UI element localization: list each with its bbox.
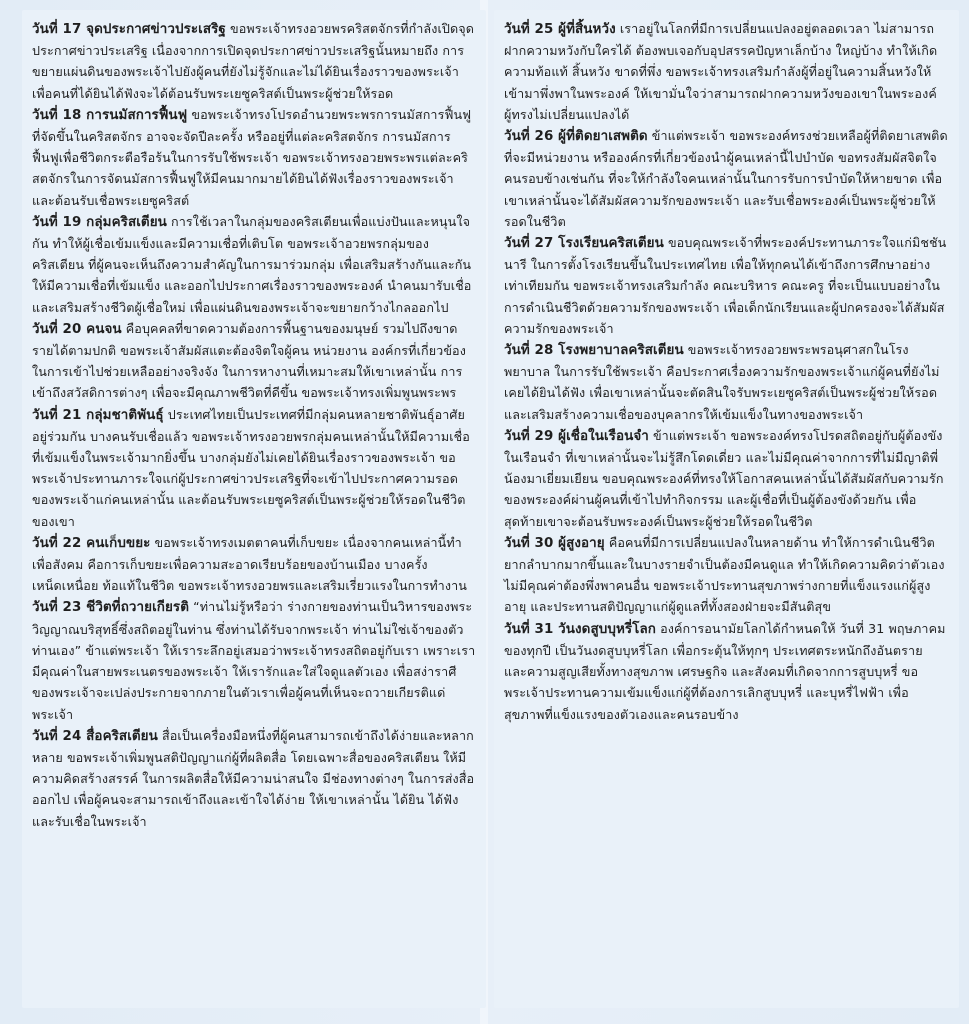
entry-day-22 [32,532,476,597]
entry-text: ข้าแต่พระเจ้า ขอพระองค์ทรงช่วยเหลือผู้ที่ติดยาเสพติด ที่จะมีหน่วยงาน หรือองค์กรที่เกี่ยวข้องนำผู้คนเหล่านี้ไปบำบัด ขอทรงสัมผัสจิตใจคนรอบข้างเช่นกัน ที่จะให้กำลังใจคนเหล่านั้นในการรับการบำบัดให้หายขาด เพื่อเขาเหล่านั้นจะได้สัมผัสความรักของพระเจ้า และรับเชื่อพระองค์เป็นพระผู้ช่วยให้รอดในชีวิต [504,128,948,229]
entry-heading: วันที่ 21 กลุ่มชาติพันธุ์ [32,407,164,423]
entry-text: ข้าแต่พระเจ้า ขอพระองค์ทรงโปรดสถิตอยู่กับผู้ต้องขังในเรือนจำ ที่เขาเหล่านั้นจะไม่รู้สึกโดดเดี่ยว และไม่มีคุณค่าจากการที่ไม่มีญาติพี่น้องมาเยี่ยมเยียน ขอบคุณพระองค์ที่ทรงให้โอกาสคนเหล่านั้นได้สัมผัสกับความรักของพระองค์ผ่านผู้คนที่เข้าไปทำกิจกรรม และผู้เชื่อที่เป็นผู้ต้องขังด้วยกัน เพื่อสุดท้ายเขาจะต้อนรับพระองค์เป็นพระผู้ช่วยให้รอดในชีวิต [504,427,944,529]
entry-heading: วันที่ 22 คนเก็บขยะ [32,535,151,551]
entry-text: ขอพระเจ้าทรงโปรดอำนวยพระพรการนมัสการฟื้นฟูที่จัดขึ้นในคริสตจักร อาจจะจัดปีละครั้ง หรืออยู่ที่แต่ละคริสตจักร การนมัสการฟื้นฟูเพื่อชีวิตกระตือรือร้นในการรับใช้พระเจ้า ขอพระเจ้าทรงอวยพระพรแต่ละคริสตจักรในการจัดนมัสการฟื้นฟูให้มีคนมากมายได้ยินได้ฟังเรื่องราวของพระเจ้าและต้อนรับเชื่อพระเยซูคริสต์ [32,106,472,208]
entry-text: ขอพระเจ้าทรงอวยพรคริสตจักรที่กำลังเปิดจุดประกาศข่าวประเสริฐ เนื่องจากการเปิดจุดประกาศข่าวประเสริฐนั้นหมายถึง การขยายแผ่นดินของพระเจ้าไปยังผู้คนที่ยังไม่รู้จักและไม่ได้ยินเรื่องราวของพระเจ้า เพื่อคนที่ได้ยินได้ฟังจะได้ต้อนรับพระเยซูคริสต์เป็นพระผู้ช่วยให้รอด [32,21,475,101]
entry-heading: วันที่ 28 โรงพยาบาลคริสเตียน [504,343,684,359]
entry-text: ประเทศไทยเป็นประเทศที่มีกลุ่มคนหลายชาติพันธุ์อาศัยอยู่ร่วมกัน บางคนรับเชื่อแล้ว ขอพระเจ้าทรงอวยพรกลุ่มคนเหล่านั้นให้มีความเชื่อที่เข้มแข็งในพระเจ้ามากยิ่งขึ้น บางกลุ่มยังไม่เคยได้ยินเรื่องราวของพระเจ้า ขอพระเจ้าประทานภาระใจแก่ผู้ประกาศข่าวประเสริฐที่จะเข้าไปประกาศความรอดของพระเจ้าแก่คนเหล่านั้น และต้อนรับพระเยซูคริสต์เป็นพระผู้ช่วยให้รอดในชีวิตของเขา [32,406,470,529]
entry-heading: วันที่ 18 การนมัสการฟื้นฟู [32,107,188,123]
entry-heading: วันที่ 27 โรงเรียนคริสเตียน [504,236,664,252]
entry-day-29 [504,425,949,532]
entry-day-25 [504,18,949,125]
entry-heading: วันที่ 30 ผู้สูงอายุ [504,535,605,551]
entry-day-27 [504,232,949,339]
entry-heading: วันที่ 29 ผู้เชื่อในเรือนจำ [504,428,649,444]
entry-text: ขอพระเจ้าทรงอวยพระพรอนุศาสกในโรงพยาบาล ในการรับใช้พระเจ้า คือประกาศเรื่องความรักของพระเจ้าแก่ผู้คนที่ยังไม่เคยได้ยินได้ฟัง เพื่อเขาเหล่านั้นจะตัดสินใจรับพระเยซูคริสต์เป็นพระผู้ช่วยให้รอด และเสริมสร้างความเชื่อของบุคลากรให้เข้มแข็งในทางของพระเจ้า [504,342,940,422]
entry-heading: วันที่ 31 วันงดสูบบุหรี่โลก [504,621,656,637]
entry-text: คือคนที่มีการเปลี่ยนแปลงในหลายด้าน ทำให้การดำเนินชีวิตยากลำบากมากขึ้นและในบางรายจำเป็นต้องมีคนดูแล ทำให้เกิดความคิดว่าตัวเองไม่มีคุณค่าต้องพึ่งพาคนอื่น ขอพระเจ้าประทานสุขภาพร่างกายที่แข็งแรงแก่ผู้สูงอายุ และประทานสติปัญญาแก่ผู้ดูแลที่ทั้งสองฝ่ายจะมีสันติสุข [504,534,945,615]
entry-text: เราอยู่ในโลกที่มีการเปลี่ยนแปลงอยู่ตลอดเวลา ไม่สามารถฝากความหวังกับใครได้ ต้องพบเจอกับอุปสรรคปัญหาเล็กบ้าง ใหญ่บ้าง ทำให้เกิดความท้อแท้ สิ้นหวัง ขาดที่พึ่ง ขอพระเจ้าทรงเสริมกำลังผู้ที่อยู่ในความสิ้นหวังให้เข้ามาพึ่งพาในพระองค์ ให้เขามั่นใจว่าสามารถฝากความหวังของเขาในพระองค์ผู้ทรงไม่เปลี่ยนแปลงได้ [504,21,938,122]
entry-heading: วันที่ 17 จุดประกาศข่าวประเสริฐ [32,22,226,37]
entry-day-24 [32,725,476,832]
entry-heading: วันที่ 23 ชีวิตที่ถวายเกียรติ [32,600,189,616]
entry-day-30 [504,532,949,618]
entry-day-21 [32,404,476,532]
entry-heading: วันที่ 24 สื่อคริสเตียน [32,728,158,744]
entry-day-17 [32,18,476,104]
entry-text: องค์การอนามัยโลกได้กำหนดให้ วันที่ 31 พฤษภาคมของทุกปี เป็นวันงดสูบบุหรี่โลก เพื่อกระตุ้นให้ทุกๆ ประเทศตระหนักถึงอันตราย และความสูญเสียทั้งทางสุขภาพ เศรษฐกิจ และสังคมที่เกิดจากการสูบบุหรี่ ขอพระเจ้าประทานความเข้มแข็งแก่ผู้ที่ต้องการเลิกสูบบุหรี่ และบุหรี่ไฟฟ้า เพื่อสุขภาพที่แข็งแรงของตัวเองและคนรอบข้าง [504,620,946,722]
entry-text: ขอบคุณพระเจ้าที่พระองค์ประทานภาระใจแก่มิชชันนารี ในการตั้งโรงเรียนขึ้นในประเทศไทย เพื่อให้ทุกคนได้เข้าถึงการศึกษาอย่างเท่าเทียมกัน ขอพระเจ้าทรงเสริมกำลัง คณะบริหาร คณะครู ที่จะเป็นแบบอย่างในการดำเนินชีวิตด้วยความรักของพระเจ้า เพื่อเด็กนักเรียนและผู้ปกครองจะได้สัมผัสความรักของพระเจ้า [504,235,947,336]
entry-text: สื่อเป็นเครื่องมือหนึ่งที่ผู้คนสามารถเข้าถึงได้ง่ายและหลากหลาย ขอพระเจ้าเพิ่มพูนสติปัญญาแก่ผู้ที่ผลิตสื่อ โดยเฉพาะสื่อของคริสเตียน ให้มีความคิดสร้างสรรค์ ในการผลิตสื่อให้มีความน่าสนใจ มีช่องทางต่างๆ ในการส่งสื่อออกไป เพื่อผู้คนจะสามารถเข้าถึงและเข้าใจได้ง่าย ให้เขาเหล่านั้น ได้ยิน ได้ฟัง และรับเชื่อในพระเจ้า [32,727,475,829]
entry-text: “ท่านไม่รู้หรือว่า ร่างกายของท่านเป็นวิหารของพระวิญญาณบริสุทธิ์ซึ่งสถิตอยู่ในท่าน ซึ่งท่านได้รับจากพระเจ้า ท่านไม่ใช่เจ้าของตัวท่านเอง” ข้าแต่พระเจ้า ให้เราระลึกอยู่เสมอว่าพระเจ้าทรงสถิตอยู่กับเรา เพราะเรามีคุณค่าในสายพระเนตรของพระเจ้า ให้เรารักและใส่ใจดูแลตัวเอง เพื่อสง่าราศีของพระเจ้าจะเปล่งประกายจากภายในตัวเราเพื่อผู้คนที่เห็นจะถวายเกียรติแด่พระเจ้า [32,599,476,722]
entry-day-31 [504,618,949,725]
entry-day-26 [504,125,949,232]
entry-day-28 [504,339,949,425]
entry-text: คือบุคคลที่ขาดความต้องการพื้นฐานของมนุษย์ รวมไปถึงขาดรายได้ตามปกติ ขอพระเจ้าสัมผัสแตะต้องจิตใจผู้คน หน่วยงาน องค์กรที่เกี่ยวข้องในการเข้าไปช่วยเหลืออย่างจริงจัง ในการหางานที่เหมาะสมให้เขาเหล่านั้น การเข้าถึงสวัสดิการต่างๆ เพื่อจะมีคุณภาพชีวิตที่ดีขึ้น ขอพระเจ้าทรงเพิ่มพูนพระพร [32,320,466,401]
entry-day-20 [32,318,476,404]
entry-heading: วันที่ 25 ผู้ที่สิ้นหวัง [504,22,616,37]
entry-day-19 [32,211,476,318]
entry-heading: วันที่ 19 กลุ่มคริสเตียน [32,214,167,230]
right-column [494,10,959,1008]
entry-text: การใช้เวลาในกลุ่มของคริสเตียนเพื่อแบ่งปันและหนุนใจกัน ทำให้ผู้เชื่อเข้มแข็งและมีความเชื่อที่เติบโต ขอพระเจ้าอวยพรกลุ่มของคริสเตียน ที่ผู้คนจะเห็นถึงความสำคัญในการมาร่วมกลุ่ม เพื่อเสริมสร้างกันและกัน ให้มีความเชื่อที่เข้มแข็ง และออกไปประกาศเรื่องราวของพระองค์ นำคนมารับเชื่อและเสริมสร้างชีวิตผู้เชื่อใหม่ เพื่อแผ่นดินของพระเจ้าจะขยายกว้างไกลออกไป [32,213,472,315]
left-column [22,10,486,1008]
entry-heading: วันที่ 20 คนจน [32,321,122,337]
entry-text: ขอพระเจ้าทรงเมตตาคนที่เก็บขยะ เนื่องจากคนเหล่านี้ทำเพื่อสังคม คือการเก็บขยะเพื่อความสะอาดเรียบร้อยของบ้านเมือง บางครั้งเหน็ดเหนื่อย ท้อแท้ในชีวิต ขอพระเจ้าทรงอวยพรและเสริมเรี่ยวแรงในการทำงาน [32,534,467,594]
entry-day-18 [32,104,476,211]
entry-heading: วันที่ 26 ผู้ที่ติดยาเสพติด [504,129,648,145]
entry-day-23 [32,596,476,724]
